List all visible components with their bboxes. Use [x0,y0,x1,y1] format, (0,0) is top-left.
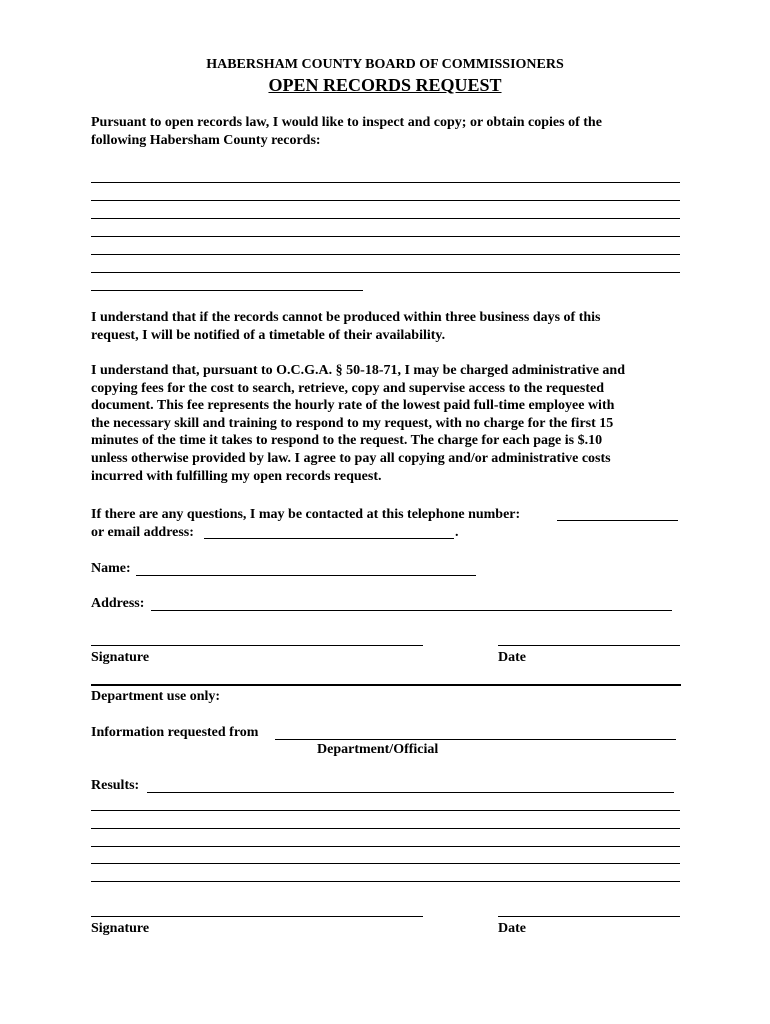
name-label: Name: [91,561,131,576]
signature-label: Signature [91,650,150,665]
requester-signature-field[interactable] [91,645,423,646]
notice-line: request, I will be notified of a timetable of their availability. [91,327,446,343]
info-requested-label: Information requested from [91,725,259,740]
department-official-caption: Department/Official [317,742,439,757]
email-label: or email address: [91,525,194,540]
notice-line: unless otherwise provided by law. I agree to pay all copying and/or administrative costs [91,450,611,466]
intro-line: Pursuant to open records law, I would like to inspect and copy; or obtain copies of the [91,115,602,130]
phone-field[interactable] [557,520,678,521]
timetable-notice [91,309,691,344]
notice-line: copying fees for the cost to search, retrieve, copy and supervise access to the requested [91,380,604,396]
form-title: OPEN RECORDS REQUEST [268,75,502,95]
department-signature-field[interactable] [91,916,423,917]
records-line[interactable] [91,236,680,237]
notice-line: incurred with fulfilling my open records request. [91,468,382,484]
results-line[interactable] [91,810,680,811]
records-line[interactable] [91,182,680,183]
records-line[interactable] [91,200,680,201]
notice-line: document. This fee represents the hourly rate of the lowest paid full-time employee with [91,398,615,414]
name-field[interactable] [136,575,476,576]
notice-line: I understand that, pursuant to O.C.G.A. § 50-18-71, I may be charged administrative and [91,363,625,378]
results-line[interactable] [91,828,680,829]
phone-label: If there are any questions, I may be contacted at this telephone number: [91,507,521,522]
records-line[interactable] [91,254,680,255]
department-date-label: Date [498,921,526,936]
date-label: Date [498,650,526,665]
requester-date-field[interactable] [498,645,680,646]
notice-line: I understand that if the records cannot be produced within three business days of this [91,310,601,325]
results-line[interactable] [91,846,680,847]
records-line[interactable] [91,272,680,273]
address-field[interactable] [151,610,672,611]
intro-text [91,114,691,149]
info-requested-field[interactable] [275,739,676,740]
department-signature-label: Signature [91,921,150,936]
section-divider [91,684,681,686]
notice-line: minutes of the time it takes to respond to the request. The charge for each page is $.10 [91,433,603,449]
records-line[interactable] [91,290,363,291]
department-heading: Department use only: [91,689,221,704]
email-period: . [455,525,459,540]
notice-line: the necessary skill and training to respond to my request, with no charge for the first 15 [91,415,614,431]
results-line[interactable] [91,863,680,864]
results-line[interactable] [91,881,680,882]
department-date-field[interactable] [498,916,680,917]
results-line[interactable] [147,792,674,793]
results-label: Results: [91,778,140,793]
email-field[interactable] [204,538,454,539]
address-label: Address: [91,596,145,611]
fee-notice [91,362,691,485]
org-name: HABERSHAM COUNTY BOARD OF COMMISSIONERS [206,57,564,72]
records-line[interactable] [91,218,680,219]
intro-line: following Habersham County records: [91,132,321,148]
